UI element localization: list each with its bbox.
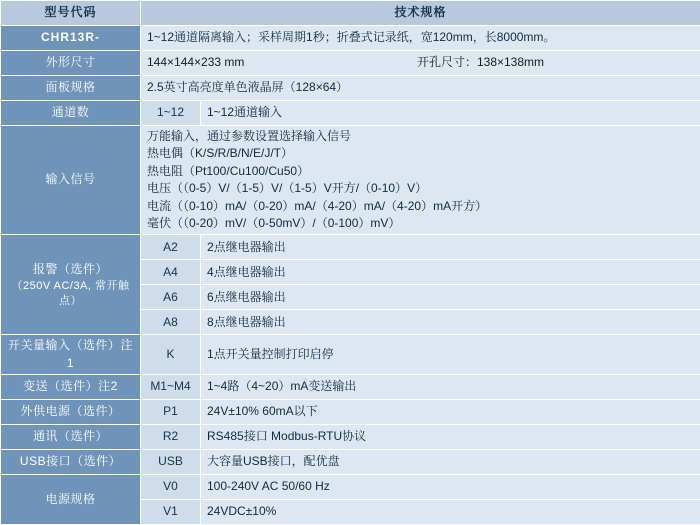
row-code-transmit: M1~M4: [141, 375, 201, 400]
input-signal-line: 热电偶（K/S/R/B/N/E/J/T）: [147, 145, 694, 162]
table-header-row: [1, 1, 700, 26]
table-row: [1, 425, 700, 450]
row-value-comm: RS485接口 Modbus-RTU协议: [201, 425, 700, 450]
row-code-usb: USB: [141, 450, 201, 475]
row-code-ext-power: P1: [141, 400, 201, 425]
table-row: [1, 76, 700, 101]
row-code-alarm: A4: [141, 260, 201, 285]
row-label-switch-input: 开关量输入（选件）注1: [1, 335, 141, 375]
row-label-power: 电源规格: [1, 475, 141, 525]
row-value-input-signal: [141, 126, 700, 235]
table-row: [1, 475, 700, 500]
row-value-alarm: 4点继电器输出: [201, 260, 700, 285]
row-value-alarm: 8点继电器输出: [201, 310, 700, 335]
input-signal-line: 电压（（0-5）V/（1-5）V/（1-5）V开方/（0-10）V）: [147, 180, 694, 197]
input-signal-line: 热电阻（Pt100/Cu100/Cu50）: [147, 163, 694, 180]
row-label-panel: 面板规格: [1, 76, 141, 101]
dimension-cutout: 开孔尺寸：138×138mm: [417, 54, 694, 71]
table-row: [1, 101, 700, 126]
row-value-power: 100-240V AC 50/60 Hz: [201, 475, 700, 500]
row-code-channels: 1~12: [141, 101, 201, 126]
row-value-transmit: 1~4路（4~20）mA变送输出: [201, 375, 700, 400]
input-signal-line: 毫伏（（0-20）mV/（0-50mV）/（0-100）mV）: [147, 215, 694, 232]
row-label-usb: USB接口（选件）: [1, 450, 141, 475]
row-label-transmit: 变送（选件）注2: [1, 375, 141, 400]
row-label-input-signal: 输入信号: [1, 126, 141, 235]
row-label-channels: 通道数: [1, 101, 141, 126]
header-technical-spec: 技术规格: [141, 1, 700, 26]
row-label-dimension: 外形尺寸: [1, 51, 141, 76]
row-value-alarm: 2点继电器输出: [201, 235, 700, 260]
row-value-usb: 大容量USB接口，配优盘: [201, 450, 700, 475]
row-code-alarm: A2: [141, 235, 201, 260]
row-value-switch-input: 1点开关量控制打印启停: [201, 335, 700, 375]
row-code-switch-input: K: [141, 335, 201, 375]
row-value-dimension: [141, 51, 700, 76]
header-model-code: 型号代码: [1, 1, 141, 26]
table-row: [1, 450, 700, 475]
row-code-power: V0: [141, 475, 201, 500]
table-row: [1, 126, 700, 235]
table-row: [1, 26, 700, 51]
row-label-ext-power: 外供电源（选件）: [1, 400, 141, 425]
row-code-alarm: A8: [141, 310, 201, 335]
row-label-comm: 通讯（选件）: [1, 425, 141, 450]
dimension-outer: 144×144×233 mm: [147, 54, 244, 71]
alarm-label-line3: 点）: [7, 294, 134, 309]
row-value-ext-power: 24V±10% 60mA以下: [201, 400, 700, 425]
input-signal-line: 电流（（0-10）mA/（0-20）mA/（4-20）mA/（4-20）mA开方）: [147, 198, 694, 215]
table-row: [1, 335, 700, 375]
row-code-alarm: A6: [141, 285, 201, 310]
row-value-power: 24VDC±10%: [201, 500, 700, 525]
table-row: [1, 235, 700, 260]
alarm-label-line2: （250V AC/3A, 常开触: [7, 279, 134, 294]
row-code-power: V1: [141, 500, 201, 525]
row-value-channels: 1~12通道输入: [201, 101, 700, 126]
table-row: [1, 51, 700, 76]
row-code-comm: R2: [141, 425, 201, 450]
row-label-model: CHR13R-: [1, 26, 141, 51]
row-label-alarm: [1, 235, 141, 335]
row-value-alarm: 6点继电器输出: [201, 285, 700, 310]
row-value-model: 1~12通道隔离输入；采样周期1秒；折叠式记录纸，宽120mm，长8000mm。: [141, 26, 700, 51]
input-signal-line: 万能输入，通过参数设置选择输入信号: [147, 128, 694, 145]
row-value-panel: 2.5英寸高亮度单色液晶屏（128×64）: [141, 76, 700, 101]
table-row: [1, 400, 700, 425]
table-row: [1, 375, 700, 400]
alarm-label-line1: 报警（选件）: [7, 261, 134, 278]
